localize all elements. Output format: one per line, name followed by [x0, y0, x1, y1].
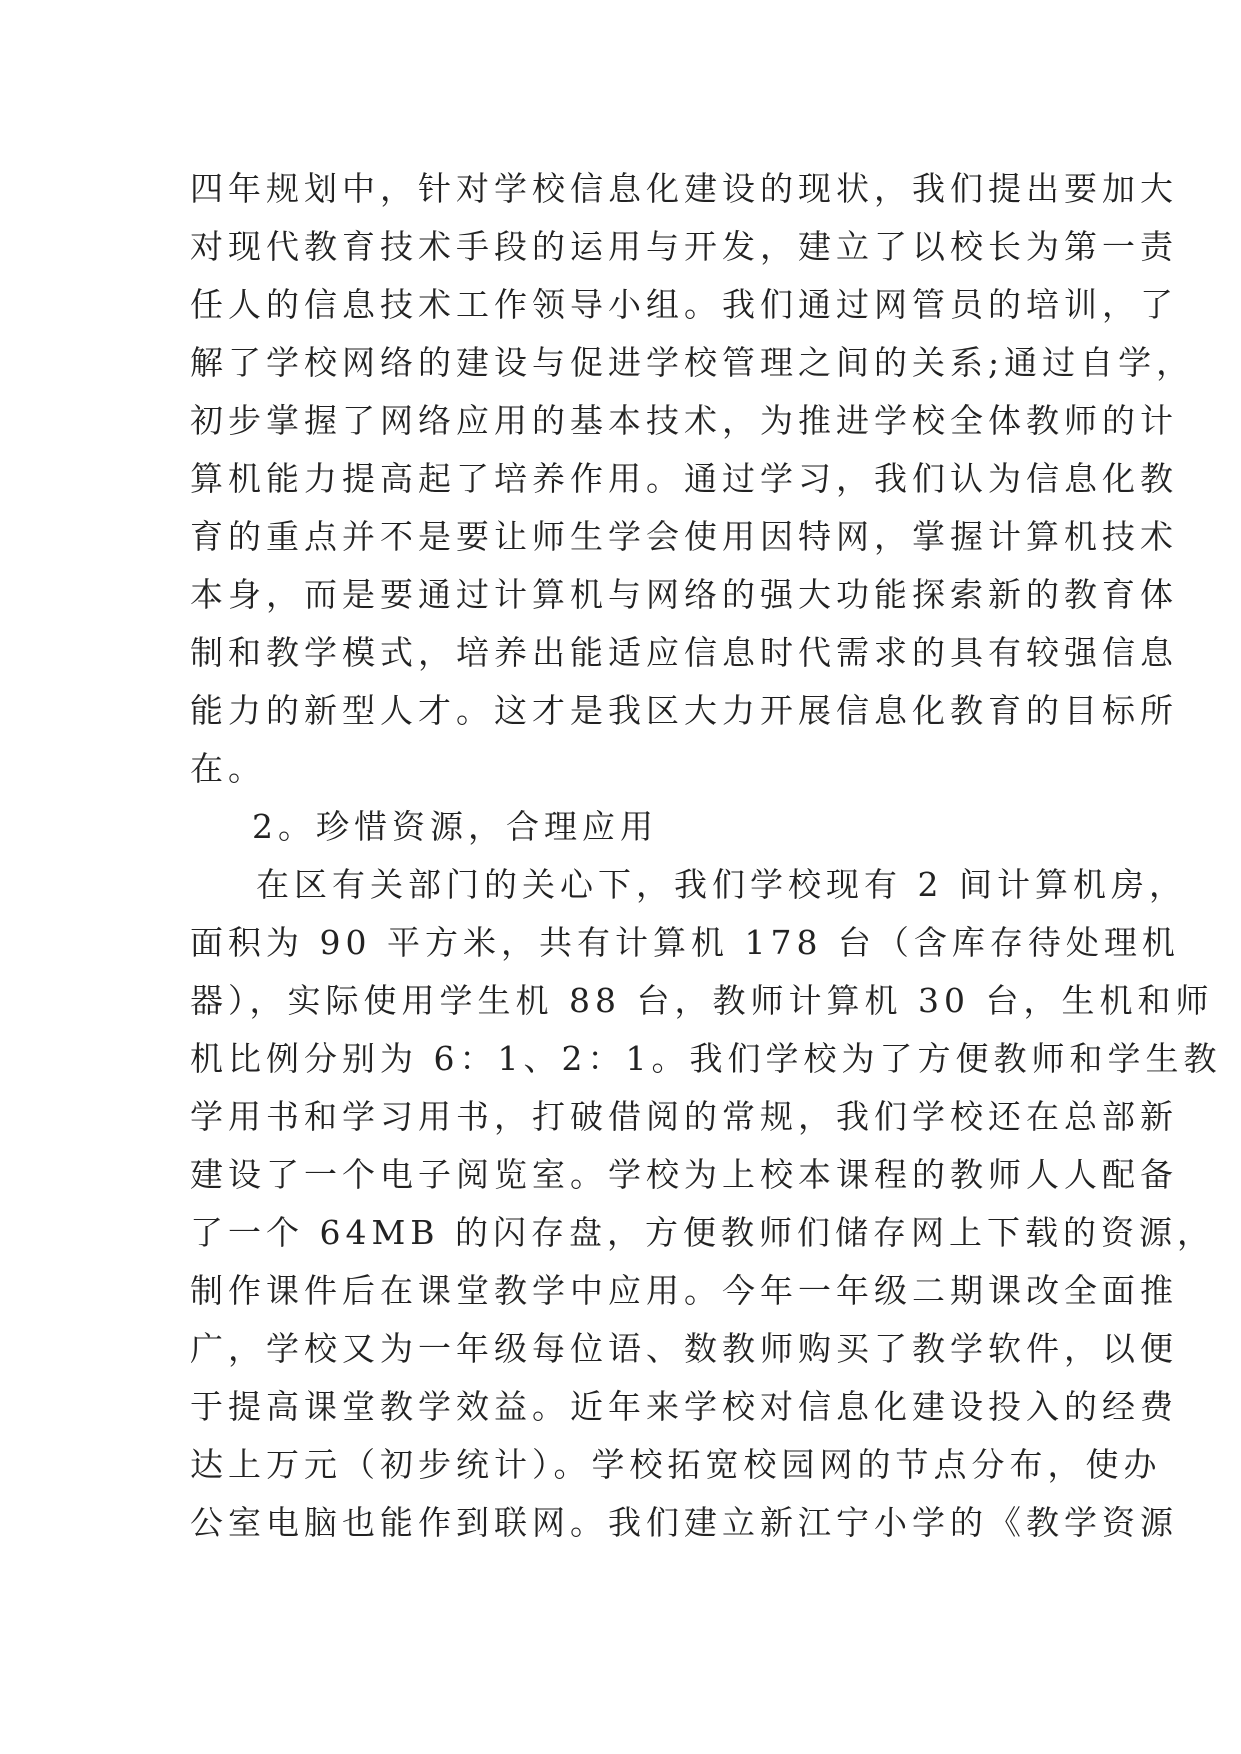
- text-line: 达上万元（初步统计）。学校拓宽校园网的节点分布，使办: [190, 1445, 1162, 1484]
- text-line: 公室电脑也能作到联网。我们建立新江宁小学的《教学资源: [190, 1503, 1178, 1542]
- text-line: 对现代教育技术手段的运用与开发，建立了以校长为第一责: [190, 227, 1178, 266]
- text-line: 制和教学模式，培养出能适应信息时代需求的具有较强信息: [190, 633, 1178, 672]
- text-line: 制作课件后在课堂教学中应用。今年一年级二期课改全面推: [190, 1271, 1178, 1310]
- text-line: 在。: [190, 749, 266, 788]
- text-line: 学用书和学习用书，打破借阅的常规，我们学校还在总部新: [190, 1097, 1178, 1136]
- text-line: 了一个 64MB 的闪存盘，方便教师们储存网上下载的资源，: [190, 1213, 1216, 1252]
- text-line: 四年规划中，针对学校信息化建设的现状，我们提出要加大: [190, 169, 1178, 208]
- section-heading: 2。珍惜资源，合理应用: [252, 807, 658, 846]
- paragraph-first-line: 在区有关部门的关心下，我们学校现有 2 间计算机房，: [256, 865, 1187, 904]
- text-line: 任人的信息技术工作领导小组。我们通过网管员的培训，了: [190, 285, 1178, 324]
- text-line: 器），实际使用学生机 88 台，教师计算机 30 台，生机和师: [190, 981, 1214, 1020]
- text-line: 于提高课堂教学效益。近年来学校对信息化建设投入的经费: [190, 1387, 1178, 1426]
- text-line: 面积为 90 平方米，共有计算机 178 台（含库存待处理机: [190, 923, 1180, 962]
- text-line: 初步掌握了网络应用的基本技术，为推进学校全体教师的计: [190, 401, 1178, 440]
- text-line: 能力的新型人才。这才是我区大力开展信息化教育的目标所: [190, 691, 1178, 730]
- text-line: 建设了一个电子阅览室。学校为上校本课程的教师人人配备: [190, 1155, 1178, 1194]
- text-line: 本身，而是要通过计算机与网络的强大功能探索新的教育体: [190, 575, 1178, 614]
- text-line: 育的重点并不是要让师生学会使用因特网，掌握计算机技术: [190, 517, 1178, 556]
- document-body: [190, 160, 1222, 1552]
- text-line: 解了学校网络的建设与促进学校管理之间的关系;通过自学，: [190, 343, 1195, 382]
- text-line: 算机能力提高起了培养作用。通过学习，我们认为信息化教: [190, 459, 1178, 498]
- text-line: 机比例分别为 6：1、2：1。我们学校为了方便教师和学生教: [190, 1039, 1222, 1078]
- text-line: 广，学校又为一年级每位语、数教师购买了教学软件，以便: [190, 1329, 1178, 1368]
